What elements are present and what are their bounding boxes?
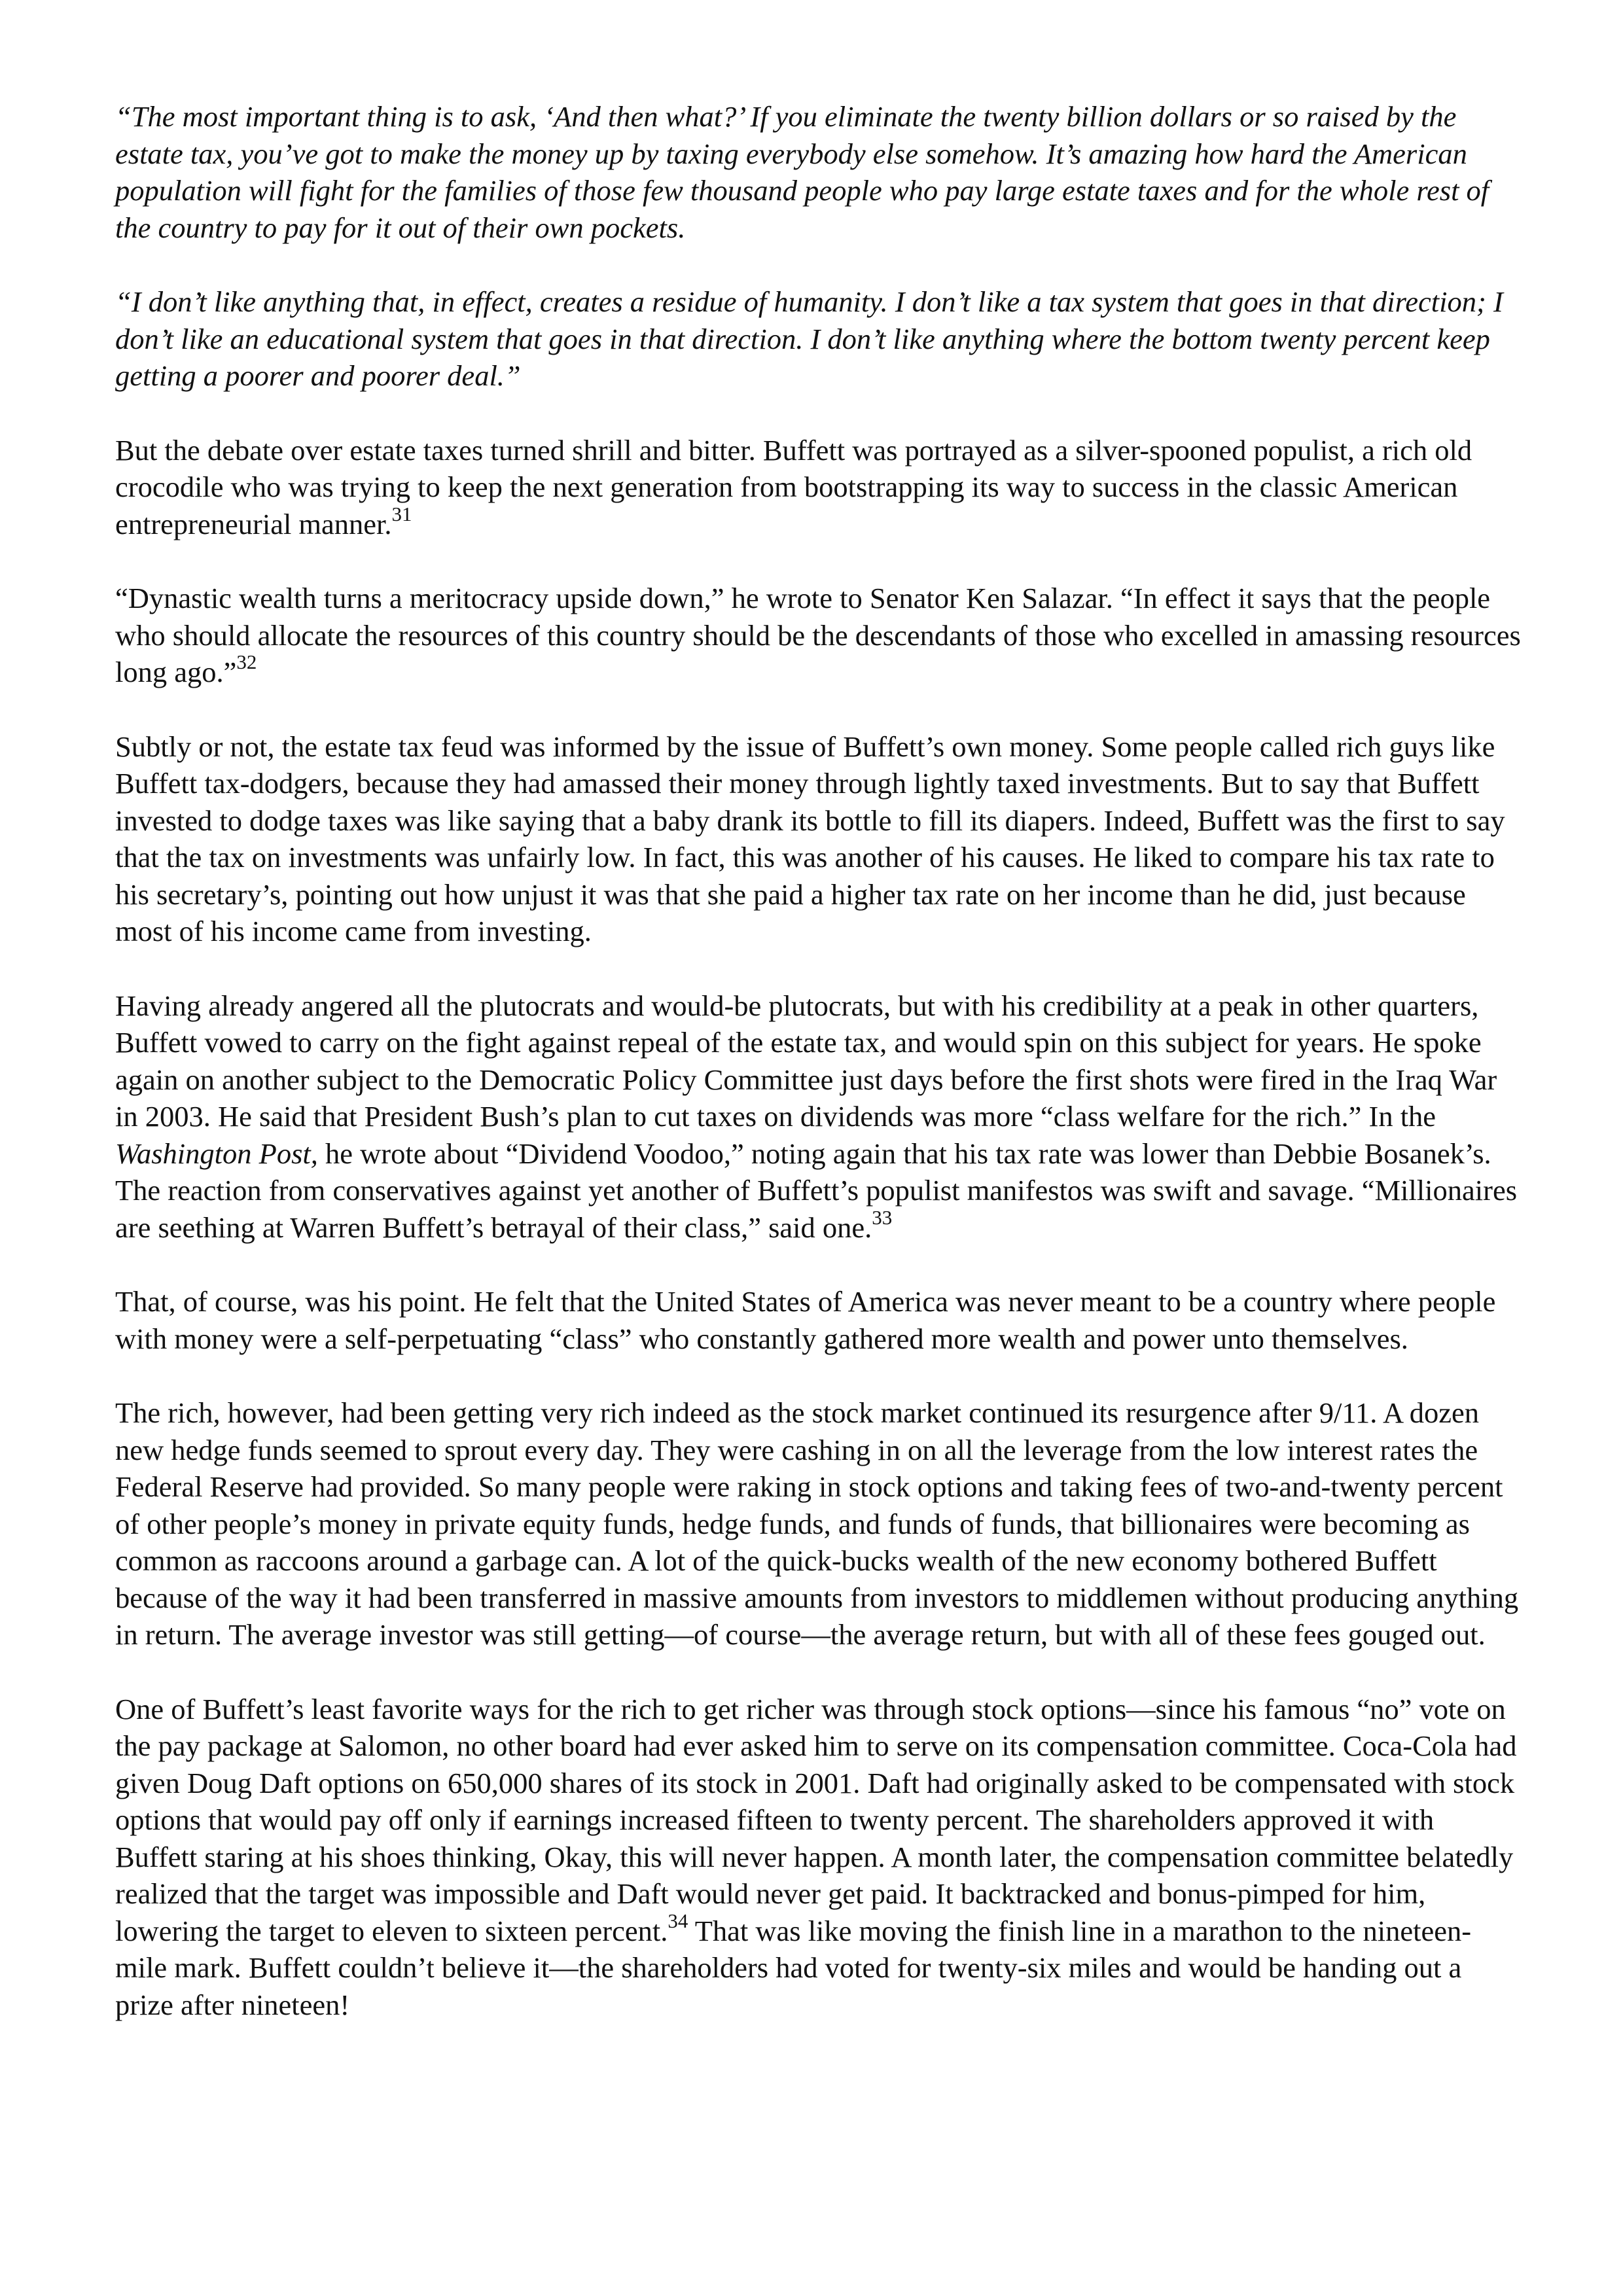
paragraph-text: But the debate over estate taxes turned shrill and bitter. Buffett was portrayed as a silver-spooned populist, a rich old crocodile who was trying to keep the next generation from bootstrapping its way to success in the classic American entrepreneurial manner.: [115, 433, 1472, 540]
document-page: [115, 98, 1522, 2060]
body-paragraph: [115, 580, 1522, 691]
paragraph-text: he wrote about “Dividend Voodoo,” noting again that his tax rate was lower than Debbie Bosanek’s. The reaction from conservatives against yet another of Buffett’s populist manifestos was swift and savage. “Millionaires are seething at Warren Buffett’s betrayal of their class,” said one.: [115, 1137, 1518, 1244]
quote-paragraph: “I don’t like anything that, in effect, creates a residue of humanity. I don’t like a tax system that goes in that direction; I don’t like an educational system that goes in that direction. I don’t like anything where the bottom twenty percent keep getting a poorer and poorer deal.”: [115, 285, 1503, 392]
body-paragraph: [115, 987, 1522, 1246]
quote-paragraph: “The most important thing is to ask, ‘And then what?’ If you eliminate the twenty billion dollars or so raised by the estate tax, you’ve got to make the money up by taxing everybody else somehow. It’s amazing how hard the American population will fight for the families of those few thousand people who pay large estate taxes and for the whole rest of the country to pay for it out of their own pockets.: [115, 100, 1489, 244]
body-paragraph: Subtly or not, the estate tax feud was informed by the issue of Buffett’s own money. Some people called rich guys like Buffett tax-dodgers, because they had amassed their money through lightly taxed investments. But to say that Buffett invested to dodge taxes was like saying that a baby drank its bottle to fill its diapers. Indeed, Buffett was the first to say that the tax on investments was unfairly low. In fact, this was another of his causes. He liked to compare his tax rate to his secretary’s, pointing out how unjust it was that she paid a higher tax rate on her income than he did, just because most of his income came from investing.: [115, 730, 1505, 947]
paragraph-text: Having already angered all the plutocrats and would-be plutocrats, but with his credibility at a peak in other quarters, Buffett vowed to carry on the fight against repeal of the estate tax, and would spin on this subject for years. He spoke again on another subject to the Democratic Policy Committee just days before the first shots were fired in the Iraq War in 2003. He said that President Bush’s plan to cut taxes on dividends was more “class welfare for the rich.” In the: [115, 989, 1497, 1133]
body-paragraph: The rich, however, had been getting very rich indeed as the stock market continued its resurgence after 9/11. A dozen new hedge funds seemed to sprout every day. They were cashing in on all the leverage from the low interest rates the Federal Reserve had provided. So many people were raking in stock options and taking fees of two-and-twenty percent of other people’s money in private equity funds, hedge funds, and funds of funds, that billionaires were becoming as common as raccoons around a garbage can. A lot of the quick-bucks wealth of the new economy bothered Buffett because of the way it had been transferred in massive amounts from investors to middlemen without producing anything in return. The average investor was still getting—of course—the average return, but with all of these fees gouged out.: [115, 1396, 1519, 1651]
paragraph-text: “Dynastic wealth turns a meritocracy upside down,” he wrote to Senator Ken Salazar. “In effect it says that the people who should allocate the resources of this country should be the descendants of those who excelled in amassing resources long ago.”: [115, 582, 1521, 688]
body-paragraph: [115, 432, 1522, 543]
footnote-marker[interactable]: 32: [236, 650, 257, 674]
footnote-marker[interactable]: 34: [668, 1909, 688, 1932]
paragraph-text: That was like moving the finish line in a marathon to the nineteen-mile mark. Buffett couldn’t believe it—the shareholders had voted for twenty-six miles and would be handing out a prize after nineteen!: [115, 1914, 1472, 2021]
footnote-marker[interactable]: 31: [391, 502, 412, 525]
body-paragraph: [115, 1691, 1522, 2024]
paragraph-text: One of Buffett’s least favorite ways for the rich to get richer was through stock options—since his famous “no” vote on the pay package at Salomon, no other board had ever asked him to serve on its compensation committee. Coca-Cola had given Doug Daft options on 650,000 shares of its stock in 2001. Daft had originally asked to be compensated with stock options that would pay off only if earnings increased fifteen to twenty percent. The shareholders approved it with Buffett staring at his shoes thinking, Okay, this will never happen. A month later, the compensation committee belatedly realized that the target was impossible and Daft would never get paid. It backtracked and bonus-pimped for him, lowering the target to eleven to sixteen percent.: [115, 1692, 1517, 1947]
publication-title: Washington Post,: [115, 1137, 318, 1170]
footnote-marker[interactable]: 33: [872, 1205, 893, 1229]
body-paragraph: That, of course, was his point. He felt that the United States of America was never meant to be a country where people with money were a self-perpetuating “class” who constantly gathered more wealth and power unto themselves.: [115, 1285, 1496, 1355]
